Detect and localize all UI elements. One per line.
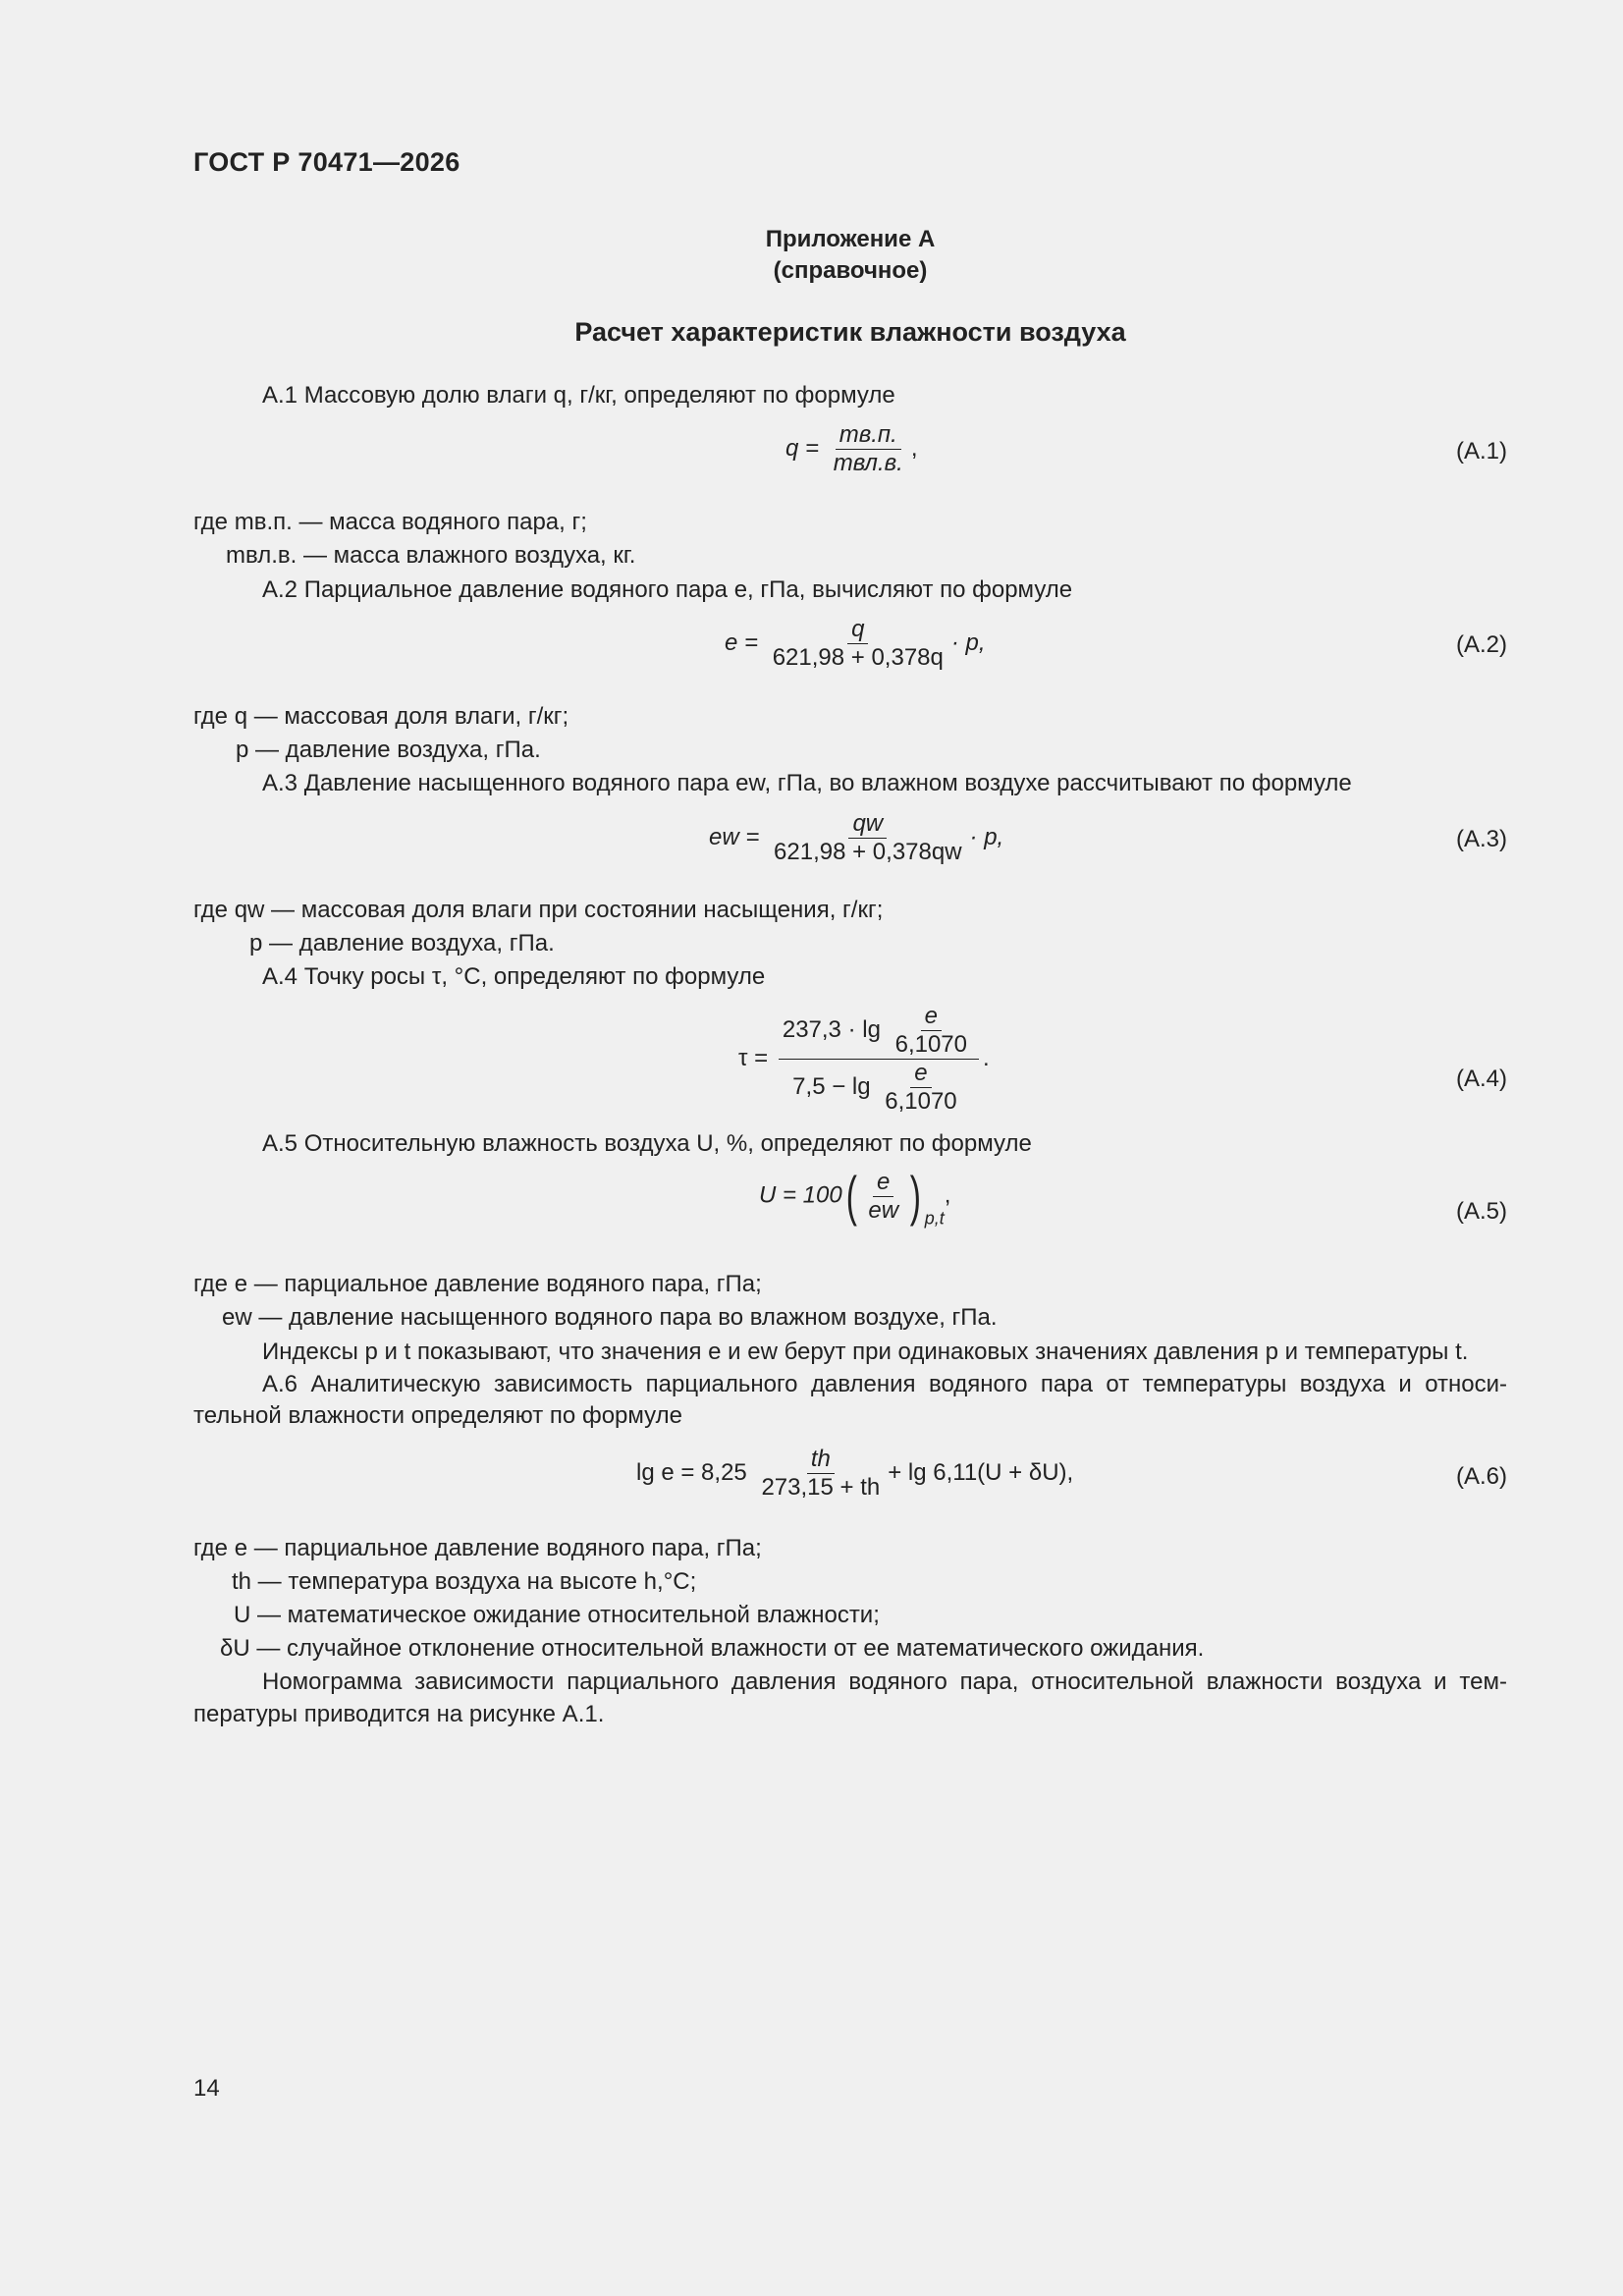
formula-a4-tail: . (983, 1044, 990, 1071)
where-a6-line-3: U — математическое ожидание относительной влажности; (234, 1602, 880, 1628)
paragraph-a4: А.4 Точку росы τ, °С, определяют по формуле (262, 963, 766, 990)
where-a5-line-1: где e — парциальное давление водяного пара, гПа; (193, 1271, 762, 1297)
formula-a6-fraction (757, 1447, 884, 1501)
formula-a5-tail: , (944, 1181, 951, 1209)
appendix-subtitle: (справочное) (773, 257, 928, 284)
document-code: ГОСТ Р 70471—2026 (193, 147, 460, 177)
where-a5-line-2: ew — давление насыщенного водяного пара во влажном воздухе, гПа. (222, 1304, 998, 1331)
formula-a4-inner-num-bottom: e (910, 1061, 931, 1088)
formula-a3-numerator: qw (848, 811, 887, 839)
formula-a3-denominator: 621,98 + 0,378qw (774, 839, 962, 865)
paragraph-a2: А.2 Парциальное давление водяного пара e, гПа, вычисляют по формуле (262, 576, 1073, 603)
formula-a5-subscript: p,t (924, 1208, 945, 1229)
where-a1-line-2: mвл.в. — масса влажного воздуха, кг. (226, 542, 636, 569)
section-title: Расчет характеристик влажности воздуха (574, 317, 1126, 347)
formula-a3-lhs: ew = (709, 823, 760, 850)
where-a3-line-2: p — давление воздуха, гПа. (249, 930, 555, 957)
left-paren: ( (845, 1165, 857, 1227)
where-a6-line-2: th — температура воздуха на высоте h,°С; (232, 1568, 697, 1595)
formula-a5-fraction (864, 1170, 902, 1224)
where-a3-line-1: где qw — массовая доля влаги при состоянии насыщения, г/кг; (193, 897, 884, 923)
formula-a1-tail: , (910, 434, 918, 462)
equation-number-a5: (А.5) (1455, 1198, 1507, 1225)
where-a2-line-2: p — давление воздуха, гПа. (236, 737, 541, 763)
formula-a4-numerator (779, 1004, 979, 1060)
formula-a4-inner-num-top: e (921, 1004, 942, 1031)
paragraph-nomogram-line-2: пературы приводится на рисунке А.1. (193, 1701, 605, 1727)
formula-a4 (738, 1004, 990, 1115)
formula-a6-lhs: lg e = 8,25 (636, 1458, 747, 1486)
right-paren: ) (909, 1165, 922, 1227)
formula-a6-numerator: th (807, 1447, 835, 1474)
formula-a1-denominator: mвл.в. (833, 450, 903, 476)
equation-number-a3: (А.3) (1455, 826, 1507, 852)
paragraph-a1-text: А.1 Массовую долю влаги q, г/кг, определяют по формуле (262, 382, 895, 409)
formula-a1 (785, 422, 918, 476)
equation-number-a4: (А.4) (1455, 1066, 1507, 1092)
formula-a4-num-left: 237,3 · lg (782, 1015, 881, 1043)
formula-a2-numerator: q (847, 617, 868, 644)
formula-a3 (709, 811, 1003, 865)
equation-number-a2: (А.2) (1455, 631, 1507, 658)
formula-a5-lhs: U = 100 (759, 1181, 842, 1209)
formula-a6 (636, 1447, 1073, 1501)
formula-a1-fraction (830, 422, 907, 476)
formula-a4-fraction (779, 1004, 979, 1115)
paragraph-indices: Индексы p и t показывают, что значения e и ew берут при одинаковых значениях давления p и температуры t. (262, 1339, 1469, 1365)
formula-a6-tail: + lg 6,11(U + δU), (888, 1458, 1074, 1486)
formula-a4-inner-fraction-top (892, 1004, 971, 1058)
paragraph-a6-line-1: А.6 Аналитическую зависимость парциального давления водяного пара от температуры воздуха и относи- (262, 1371, 1507, 1397)
formula-a2 (725, 617, 986, 671)
appendix-title: Приложение А (765, 226, 936, 252)
where-a1-line-1: где mв.п. — масса водяного пара, г; (193, 509, 587, 535)
equation-number-a1: (А.1) (1455, 438, 1507, 465)
paragraph-nomogram-line-1: Номограмма зависимости парциального давления водяного пара, относительной влажности воздуха и тем- (262, 1668, 1507, 1695)
formula-a5 (759, 1165, 951, 1229)
where-a6-line-4: δU — случайное отклонение относительной влажности от ее математического ожидания. (220, 1635, 1205, 1662)
formula-a2-lhs: e = (725, 629, 759, 656)
paragraph-a1 (262, 381, 895, 410)
formula-a2-fraction (769, 617, 947, 671)
formula-a5-denominator: ew (868, 1196, 899, 1224)
paragraph-a5: А.5 Относительную влажность воздуха U, %, определяют по формуле (262, 1130, 1032, 1157)
where-a2-line-1: где q — массовая доля влаги, г/кг; (193, 703, 569, 730)
page-number: 14 (193, 2075, 220, 2102)
formula-a5-numerator: e (873, 1170, 893, 1197)
where-a6-line-1: где e — парциальное давление водяного пара, гПа; (193, 1535, 762, 1561)
paragraph-a3: А.3 Давление насыщенного водяного пара ew, гПа, во влажном воздухе рассчитывают по формуле (262, 770, 1352, 796)
formula-a1-lhs: q = (785, 434, 820, 462)
formula-a2-tail: · p, (950, 629, 986, 656)
formula-a4-denominator (788, 1060, 968, 1115)
formula-a4-inner-fraction-bottom (881, 1061, 960, 1115)
formula-a2-denominator: 621,98 + 0,378q (772, 644, 944, 671)
paragraph-a6-line-2: тельной влажности определяют по формуле (193, 1402, 682, 1429)
formula-a4-lhs: τ = (738, 1044, 769, 1071)
formula-a1-numerator: mв.п. (836, 422, 901, 450)
equation-number-a6: (А.6) (1455, 1463, 1507, 1490)
formula-a6-denominator: 273,15 + th (761, 1474, 881, 1501)
formula-a4-inner-den-bottom: 6,1070 (885, 1088, 957, 1115)
formula-a3-tail: · p, (969, 823, 1004, 850)
formula-a4-inner-den-top: 6,1070 (894, 1031, 967, 1058)
formula-a4-den-left: 7,5 − lg (792, 1072, 871, 1100)
formula-a3-fraction (770, 811, 966, 865)
